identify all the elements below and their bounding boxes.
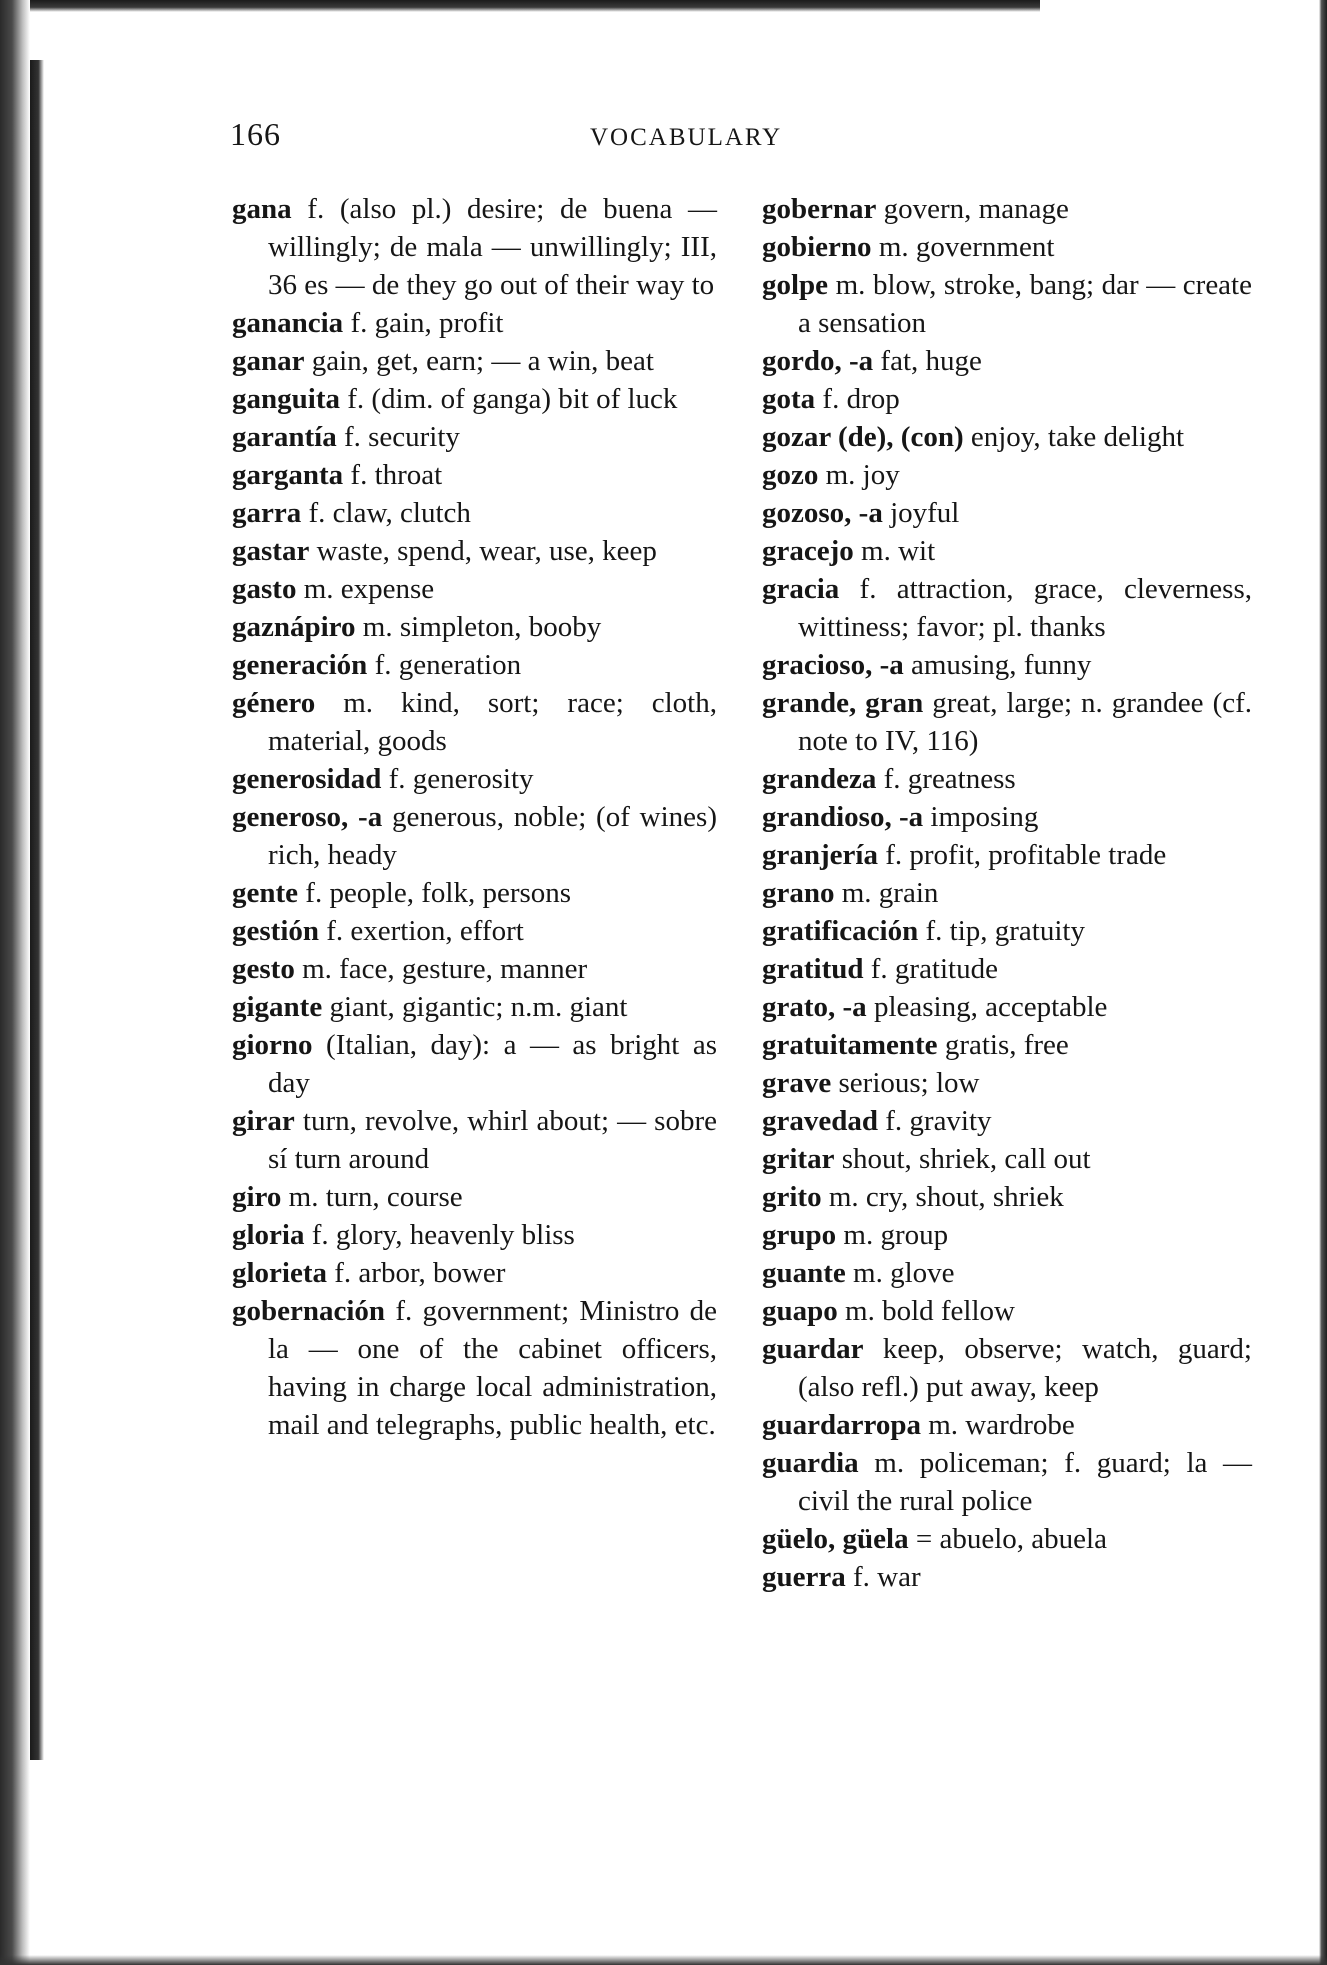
entry-definition: enjoy, take delight [963,421,1184,453]
dictionary-entry [232,950,717,988]
dictionary-entry [762,532,1252,570]
entry-headword: güelo, güela [762,1523,909,1555]
entry-definition: f. exertion, effort [319,915,524,947]
dictionary-entry [762,1330,1252,1406]
entry-headword: gigante [232,991,323,1023]
entry-definition: serious; low [831,1067,980,1099]
entry-definition: f. security [336,421,460,453]
entry-definition: m. government [871,231,1055,263]
scan-edge-right [1319,0,1327,1965]
entry-definition: turn, revolve, whirl about; — sobre sí turn around [268,1105,717,1175]
entry-headword: guerra [762,1561,846,1593]
entry-definition: f. glory, heavenly bliss [304,1219,575,1251]
entry-headword: generoso, -a [232,801,383,833]
entry-headword: gratificación [762,915,919,947]
dictionary-entry [762,1026,1252,1064]
dictionary-entry [762,1292,1252,1330]
entry-headword: ganancia [232,307,344,339]
entry-headword: gozoso, -a [762,497,883,529]
entry-headword: gratitud [762,953,864,985]
scan-edge-bottom [0,1955,1327,1965]
dictionary-entry [762,760,1252,798]
entry-definition: f. government; Ministro de la — one of the cabinet officers, having in charge local administration, mail and telegraphs, public health, etc. [268,1295,717,1441]
entry-headword: gordo, -a [762,345,874,377]
dictionary-entry [232,988,717,1026]
entry-definition: f. generosity [381,763,534,795]
entry-headword: garantía [232,421,337,453]
dictionary-entry [762,228,1252,266]
dictionary-entry [232,304,717,342]
entry-definition: amusing, funny [903,649,1092,681]
dictionary-entry [762,418,1252,456]
entry-headword: garra [232,497,302,529]
entry-definition: f. (dim. of ganga) bit of luck [339,383,678,415]
dictionary-entry [232,380,717,418]
entry-definition: f. war [845,1561,921,1593]
entry-headword: grano [762,877,835,909]
entry-headword: gratuitamente [762,1029,938,1061]
entry-definition: m. cry, shout, shriek [821,1181,1064,1213]
dictionary-entry [762,1406,1252,1444]
entry-headword: ganguita [232,383,340,415]
entry-headword: grato, -a [762,991,867,1023]
entry-headword: gastar [232,535,310,567]
dictionary-entry [232,456,717,494]
entry-definition: m. turn, course [281,1181,463,1213]
entry-headword: gravedad [762,1105,878,1137]
dictionary-entry [762,1140,1252,1178]
entry-definition: = abuelo, abuela [908,1523,1107,1555]
dictionary-entry [762,1558,1252,1596]
entry-headword: género [232,687,316,719]
entry-headword: gobierno [762,231,872,263]
dictionary-entry [762,1254,1252,1292]
scan-edge-top [0,0,1040,12]
entry-headword: gaznápiro [232,611,356,643]
entry-headword: generosidad [232,763,382,795]
dictionary-entry [232,912,717,950]
dictionary-entry [232,418,717,456]
entry-headword: guante [762,1257,846,1289]
entry-headword: grandeza [762,763,877,795]
entry-definition: m. simpleton, booby [355,611,602,643]
dictionary-entry [762,1216,1252,1254]
entry-headword: gobernación [232,1295,386,1327]
entry-headword: gente [232,877,299,909]
entry-definition: f. arbor, bower [327,1257,506,1289]
running-head: VOCABULARY [590,124,783,151]
dictionary-entry [232,874,717,912]
dictionary-entry [762,1178,1252,1216]
entry-definition: shout, shriek, call out [834,1143,1091,1175]
entry-definition: f. (also pl.) desire; de buena — willingly; de mala — unwillingly; III, 36 es — de they go out of their way to [268,193,717,301]
entry-definition: giant, gigantic; n.m. giant [322,991,628,1023]
dictionary-entry [232,1102,717,1178]
entry-headword: giorno [232,1029,313,1061]
entry-headword: glorieta [232,1257,328,1289]
entry-definition: great, large; n. grandee (cf. note to IV, 116) [798,687,1252,757]
dictionary-entry [762,190,1252,228]
entry-definition: m. wardrobe [920,1409,1075,1441]
entry-headword: grupo [762,1219,837,1251]
entry-headword: grandioso, -a [762,801,924,833]
entry-headword: gozar (de), (con) [762,421,964,453]
dictionary-entry [232,798,717,874]
dictionary-entry [232,684,717,760]
entry-headword: granjería [762,839,878,871]
dictionary-entry [762,988,1252,1026]
entry-definition: m. policeman; f. guard; la — civil the rural police [798,1447,1252,1517]
entry-definition: pleasing, acceptable [866,991,1108,1023]
entry-definition: m. glove [845,1257,955,1289]
dictionary-entry [232,190,717,304]
entry-definition: (Italian, day): a — as bright as day [268,1029,717,1099]
dictionary-entry [762,912,1252,950]
entry-headword: guardar [762,1333,864,1365]
entry-definition: m. expense [296,573,435,605]
dictionary-entry [762,266,1252,342]
entry-headword: ganar [232,345,305,377]
dictionary-entry [762,1064,1252,1102]
entry-headword: guardarropa [762,1409,921,1441]
entry-definition: f. drop [815,383,900,415]
entry-definition: m. joy [818,459,900,491]
entry-definition: m. wit [853,535,936,567]
entry-headword: grande, gran [762,687,924,719]
entry-definition: f. claw, clutch [301,497,471,529]
dictionary-entry [232,570,717,608]
entry-definition: m. bold fellow [837,1295,1015,1327]
entry-definition: joyful [882,497,960,529]
dictionary-entry [232,760,717,798]
entry-definition: fat, huge [873,345,982,377]
dictionary-entry [762,380,1252,418]
dictionary-entry [762,684,1252,760]
dictionary-entry [762,456,1252,494]
entry-headword: gloria [232,1219,305,1251]
entry-headword: gana [232,193,292,225]
entry-definition: f. people, folk, persons [298,877,572,909]
entry-headword: gritar [762,1143,835,1175]
dictionary-entry [232,608,717,646]
dictionary-entry [762,1520,1252,1558]
entry-definition: f. tip, gratuity [918,915,1085,947]
right-column [762,190,1252,1596]
entry-definition: f. greatness [876,763,1016,795]
dictionary-entry [762,1444,1252,1520]
entry-headword: gestión [232,915,319,947]
entry-definition: imposing [923,801,1039,833]
dictionary-entry [232,342,717,380]
dictionary-entry [762,646,1252,684]
entry-headword: grave [762,1067,832,1099]
entry-headword: gozo [762,459,819,491]
entry-definition: govern, manage [876,193,1069,225]
entry-headword: gobernar [762,193,877,225]
dictionary-entry [232,1026,717,1102]
entry-definition: f. gratitude [863,953,998,985]
entry-headword: gracejo [762,535,854,567]
entry-headword: gasto [232,573,297,605]
dictionary-entry [232,494,717,532]
dictionary-entry [762,342,1252,380]
entry-headword: golpe [762,269,829,301]
dictionary-entry [232,1178,717,1216]
dictionary-entry [762,950,1252,988]
entry-definition: f. throat [343,459,443,491]
entry-definition: m. face, gesture, manner [294,953,588,985]
entry-definition: keep, observe; watch, guard; (also refl.) put away, keep [798,1333,1252,1403]
dictionary-entry [762,1102,1252,1140]
dictionary-entry [762,874,1252,912]
dictionary-entry [762,798,1252,836]
dictionary-entry [232,1292,717,1444]
entry-headword: gota [762,383,816,415]
page-number: 166 [230,116,281,152]
entry-headword: guardia [762,1447,859,1479]
book-spine-shadow [30,60,44,1760]
entry-headword: generación [232,649,368,681]
entry-headword: guapo [762,1295,838,1327]
entry-definition: m. blow, stroke, bang; dar — create a sensation [798,269,1252,339]
entry-definition: f. profit, profitable trade [877,839,1167,871]
dictionary-entry [232,532,717,570]
entry-definition: generous, noble; (of wines) rich, heady [268,801,717,871]
entry-headword: garganta [232,459,344,491]
dictionary-entry [232,1216,717,1254]
entry-headword: grito [762,1181,822,1213]
dictionary-entry [762,836,1252,874]
dictionary-entry [762,570,1252,646]
scan-edge-left [0,0,30,1965]
entry-definition: f. gravity [878,1105,992,1137]
entry-definition: m. group [836,1219,949,1251]
dictionary-entry [762,494,1252,532]
entry-definition: gain, get, earn; — a win, beat [304,345,654,377]
dictionary-entry [232,1254,717,1292]
entry-headword: girar [232,1105,295,1137]
entry-definition: f. attraction, grace, cleverness, wittiness; favor; pl. thanks [798,573,1252,643]
entry-definition: gratis, free [937,1029,1069,1061]
entry-definition: f. gain, profit [343,307,504,339]
left-column [232,190,717,1444]
entry-headword: gesto [232,953,295,985]
entry-definition: m. kind, sort; race; cloth, material, goods [268,687,717,757]
entry-definition: waste, spend, wear, use, keep [309,535,657,567]
dictionary-entry [232,646,717,684]
entry-definition: m. grain [834,877,939,909]
entry-definition: f. generation [367,649,522,681]
entry-headword: gracioso, -a [762,649,904,681]
entry-headword: gracia [762,573,840,605]
entry-headword: giro [232,1181,282,1213]
